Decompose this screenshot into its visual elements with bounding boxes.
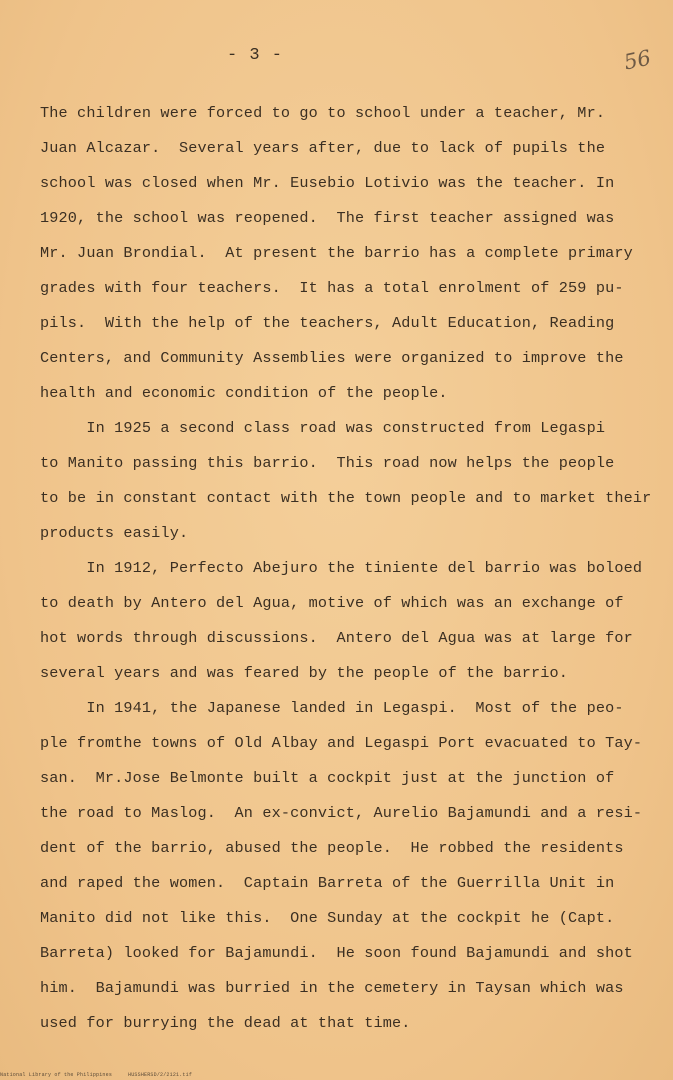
- text-line: Juan Alcazar. Several years after, due to lack of pupils the: [40, 139, 606, 157]
- text-line: to Manito passing this barrio. This road now helps the people: [40, 454, 615, 472]
- archive-footer: National Library of the Philippines HUSSHERSD/2/2121.tif: [0, 1072, 193, 1078]
- text-line: pils. With the help of the teachers, Adult Education, Reading: [40, 314, 615, 332]
- text-line: him. Bajamundi was burried in the cemetery in Taysan which was: [40, 979, 624, 997]
- text-line: 1920, the school was reopened. The first teacher assigned was: [40, 209, 615, 227]
- text-line: san. Mr.Jose Belmonte built a cockpit just at the junction of: [40, 769, 615, 787]
- page-number: - 3 -: [226, 46, 283, 65]
- text-line: ple fromthe towns of Old Albay and Legaspi Port evacuated to Tay-: [40, 734, 643, 752]
- handwritten-page-number: 56: [621, 45, 653, 75]
- text-line: hot words through discussions. Antero del Agua was at large for: [40, 629, 633, 647]
- text-line: several years and was feared by the people of the barrio.: [40, 664, 569, 682]
- text-line: grades with four teachers. It has a total enrolment of 259 pu-: [40, 279, 624, 297]
- text-line: In 1941, the Japanese landed in Legaspi. Most of the peo-: [40, 699, 624, 717]
- text-line: In 1925 a second class road was constructed from Legaspi: [40, 419, 606, 437]
- text-line: Centers, and Community Assemblies were organized to improve the: [40, 349, 624, 367]
- text-line: used for burrying the dead at that time.: [40, 1014, 411, 1032]
- text-line: Barreta) looked for Bajamundi. He soon found Bajamundi and shot: [40, 944, 633, 962]
- text-line: In 1912, Perfecto Abejuro the tiniente del barrio was boloed: [40, 559, 643, 577]
- text-line: to death by Antero del Agua, motive of which was an exchange of: [40, 594, 624, 612]
- text-line: dent of the barrio, abused the people. He robbed the residents: [40, 839, 624, 857]
- text-line: Mr. Juan Brondial. At present the barrio has a complete primary: [40, 244, 633, 262]
- text-line: the road to Maslog. An ex-convict, Aurelio Bajamundi and a resi-: [40, 804, 643, 822]
- text-line: Manito did not like this. One Sunday at the cockpit he (Capt.: [40, 909, 615, 927]
- text-line: and raped the women. Captain Barreta of the Guerrilla Unit in: [40, 874, 615, 892]
- text-line: products easily.: [40, 524, 189, 542]
- text-line: to be in constant contact with the town people and to market their: [40, 489, 652, 507]
- text-line: The children were forced to go to school under a teacher, Mr.: [40, 104, 606, 122]
- text-line: health and economic condition of the people.: [40, 384, 448, 402]
- text-line: school was closed when Mr. Eusebio Lotivio was the teacher. In: [40, 174, 615, 192]
- body-text: [40, 96, 652, 1041]
